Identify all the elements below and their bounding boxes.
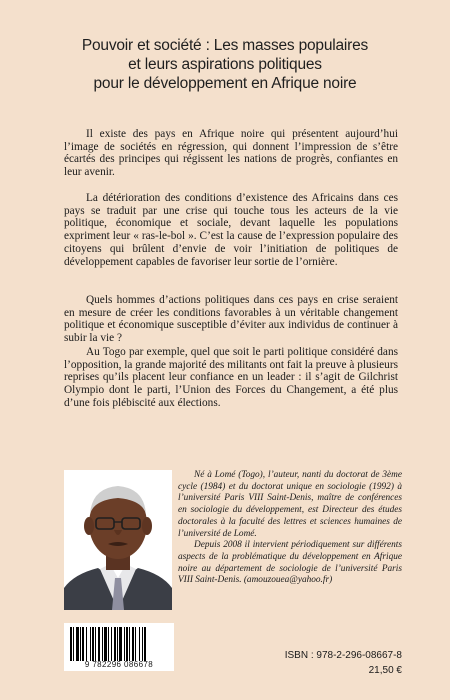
author-biography (178, 470, 402, 587)
barcode (64, 623, 174, 671)
author-portrait-illustration (64, 470, 172, 610)
isbn-price-block (285, 648, 402, 678)
summary-paragraph: Au Togo par exemple, quel que soit le parti politique considéré dans l’opposition, la grande majorité des militants ont fait la preuve à plusieurs reprises qu’ils placent leur confiance en un leader : il s’agit de Gilchrist Olympio dont le parti, l’Union des Forces du Changement, a été plus d’une fois plébiscité aux élections. (64, 346, 398, 409)
summary-paragraph: Il existe des pays en Afrique noire qui présentent aujourd’hui l’image de sociétés en régression, qui donnent l’impression de s’être écartés des principes qui régissent les nations de progrès, confiantes en leur avenir. (64, 128, 398, 179)
bio-paragraph: Depuis 2008 il intervient périodiquement sur différents aspects de la problématique du développement en Afrique noire au département de sociologie de l’université Paris VIII Saint-Denis. (amouzouea@yahoo.fr) (178, 540, 402, 586)
title-line-3: pour le développement en Afrique noire (93, 75, 357, 92)
title-line-2: et leurs aspirations politiques (128, 56, 322, 73)
summary-paragraph: La détérioration des conditions d’existence des Africains dans ces pays se traduit par une crise qui touche tous les acteurs de la vie politique, économique et sociale, devant laquelle les populations expriment leur « ras-le-bol ». C’est la cause de l’expression populaire des citoyens qui brûlent d’envie de voir l’initiation de politiques de développement capables de favoriser leur sortie de l’ornière. (64, 192, 398, 268)
barcode-digits: 9 782296 086678 (84, 660, 154, 669)
book-title (30, 36, 420, 93)
isbn-text: ISBN : 978-2-296-08667-8 (284, 650, 402, 661)
author-photo (64, 470, 172, 610)
bio-paragraph: Né à Lomé (Togo), l’auteur, nanti du doctorat de 3ème cycle (1984) et du doctorat unique en sociologie (1992) à l’université Paris VIII Saint-Denis, maître de conférences en sociologie du développement, est Directeur des études doctorales à la faculté des lettres et sciences humaines de l’université de Lomé. (178, 470, 402, 539)
title-line-1: Pouvoir et société : Les masses populaires (81, 37, 369, 54)
barcode-bars (70, 627, 168, 661)
summary-paragraph: Quels hommes d’actions politiques dans ces pays en crise seraient en mesure de créer les conditions favorables à un véritable changement politique et économique susceptible d’éviter aux individus de continuer à subir la vie ? (64, 294, 398, 345)
price-text: 21,50 € (368, 665, 402, 676)
